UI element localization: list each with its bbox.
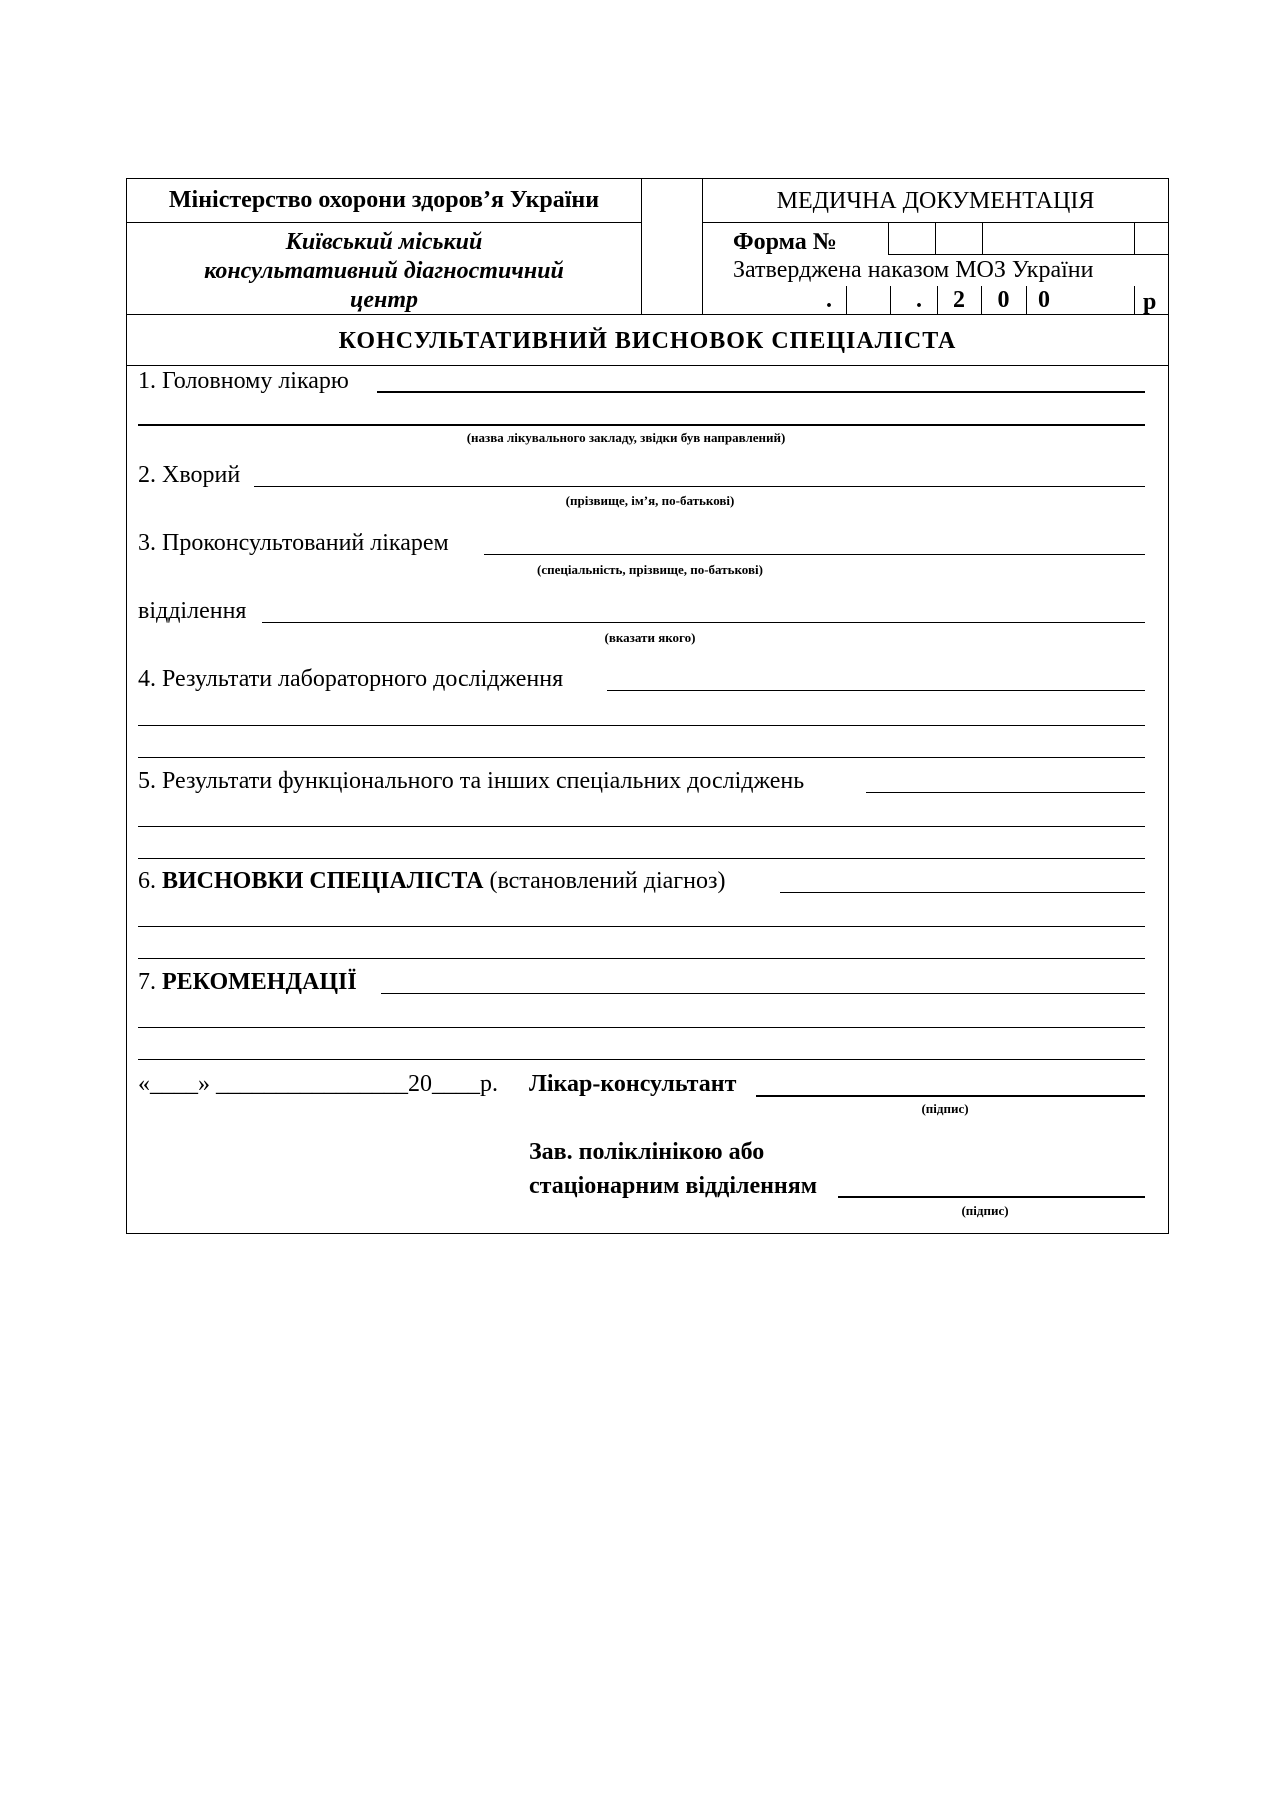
year-suffix: р (1143, 289, 1157, 315)
field-lab-results-label: 4. Результати лабораторного дослідження (138, 666, 564, 692)
department-caption: (вказати якого) (604, 630, 696, 645)
field-patient-label: 2. Хворий (138, 462, 241, 488)
date-dot-1: . (826, 287, 832, 313)
field-conclusions-label (138, 867, 725, 895)
field-recommendations-label (138, 968, 357, 996)
field-department-label: відділення (138, 598, 247, 624)
lab-results-line-2[interactable] (138, 725, 1145, 726)
date-box-line (846, 286, 847, 314)
date-dot-2: . (916, 287, 922, 313)
functional-results-line-2[interactable] (138, 826, 1145, 827)
form-no-box-line (982, 222, 983, 254)
conclusions-line[interactable] (780, 892, 1145, 893)
year-digit-2: 2 (953, 287, 965, 313)
ministry-name: Міністерство охорони здоров’я України (168, 187, 600, 213)
head-doctor-line-2[interactable] (138, 424, 1145, 426)
functional-results-line[interactable] (866, 792, 1145, 793)
institution-line-2: консультативний діагностичний (204, 258, 564, 284)
conclusions-line-2[interactable] (138, 926, 1145, 927)
patient-line[interactable] (254, 486, 1145, 487)
head-signature-caption: (підпис) (961, 1203, 1009, 1218)
field-consulted-by-label: 3. Проконсультований лікарем (138, 530, 449, 556)
consultant-signature-caption: (підпис) (921, 1101, 969, 1116)
consultant-label: Лікар-консультант (529, 1071, 737, 1097)
medical-documentation-label: МЕДИЧНА ДОКУМЕНТАЦІЯ (776, 188, 1095, 214)
header-bottom-line (126, 314, 1169, 315)
signature-date[interactable]: «____» ________________20____р. (138, 1071, 498, 1097)
header-row-line (126, 222, 642, 223)
year-digit-0a: 0 (997, 287, 1010, 313)
conclusions-line-3[interactable] (138, 958, 1145, 959)
form-no-row-line (888, 254, 1169, 255)
patient-caption: (прізвище, ім’я, по-батькові) (565, 493, 735, 508)
field-functional-results-label: 5. Результати функціонального та інших спеціальних досліджень (138, 768, 805, 794)
form-no-box-line (935, 222, 936, 254)
field-head-doctor-label: 1. Головному лікарю (138, 368, 349, 394)
department-line[interactable] (262, 622, 1145, 623)
conclusions-note: (встановлений діагноз) (489, 868, 726, 894)
head-doctor-line[interactable] (377, 391, 1145, 393)
date-box-line (1134, 286, 1135, 314)
year-digit-0b: 0 (1038, 287, 1050, 313)
institution-line-1: Київський міський (285, 229, 483, 255)
form-no-box-line (888, 222, 889, 254)
form-number-label: Форма № (733, 229, 837, 255)
lab-results-line-3[interactable] (138, 757, 1145, 758)
recommendations-line-2[interactable] (138, 1027, 1145, 1028)
consultant-signature-line[interactable] (756, 1095, 1145, 1097)
recommendations-line[interactable] (381, 993, 1145, 994)
form-no-box-line (1134, 222, 1135, 254)
institution-line-3: центр (350, 287, 418, 313)
title-bottom-line (126, 365, 1169, 366)
consulted-by-line[interactable] (484, 554, 1145, 555)
approved-by-order: Затверджена наказом МОЗ України (733, 257, 1094, 283)
head-of-department-line-2: стаціонарним відділенням (529, 1173, 818, 1199)
document-title: КОНСУЛЬТАТИВНИЙ ВИСНОВОК СПЕЦІАЛІСТА (338, 328, 957, 354)
lab-results-line[interactable] (607, 690, 1145, 691)
head-doctor-caption: (назва лікувального закладу, звідки був направлений) (466, 430, 786, 445)
functional-results-line-3[interactable] (138, 858, 1145, 859)
head-of-department-line-1: Зав. поліклінікою або (529, 1139, 765, 1165)
conclusions-heading: ВИСНОВКИ СПЕЦІАЛІСТА (162, 868, 484, 894)
recommendations-number: 7. (138, 969, 156, 995)
conclusions-number: 6. (138, 868, 156, 894)
date-box-line (890, 286, 891, 314)
head-signature-line[interactable] (838, 1196, 1145, 1198)
recommendations-heading: РЕКОМЕНДАЦІЇ (162, 969, 357, 995)
recommendations-line-3[interactable] (138, 1059, 1145, 1060)
consulted-by-caption: (спеціальність, прізвище, по-батькові) (537, 562, 763, 577)
